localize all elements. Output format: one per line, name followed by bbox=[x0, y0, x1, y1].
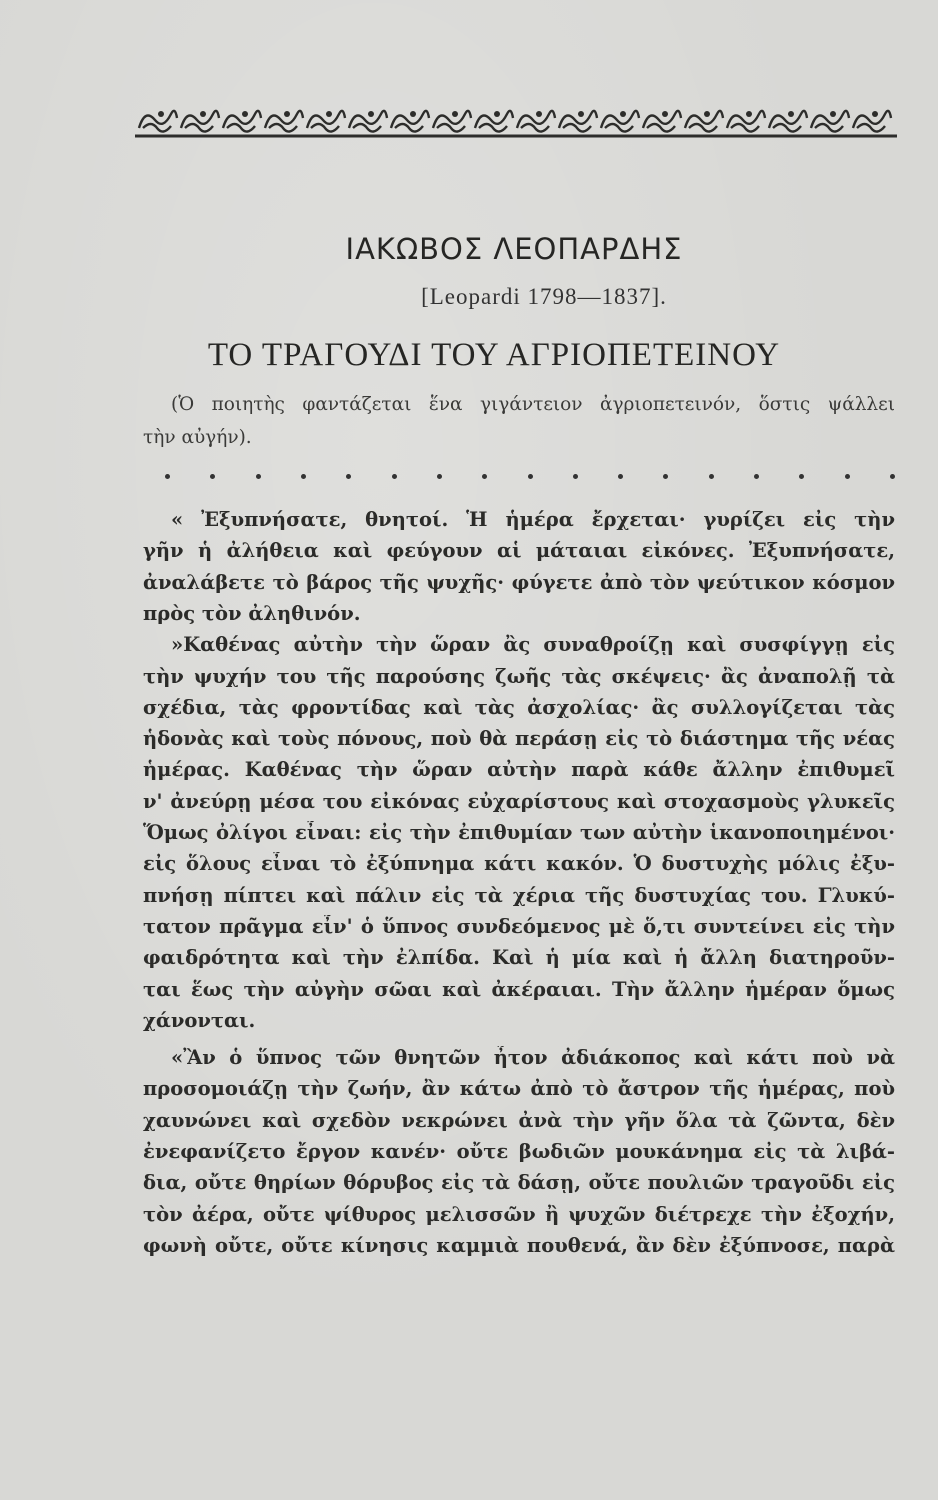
ornament-motif bbox=[433, 111, 471, 132]
author-dates: [Leopardi 1798—1837]. bbox=[421, 284, 667, 309]
text-line: τατον πρᾶγμα εἶν' ὁ ὕπνος συνδεόμενος μὲ ὅ,τι συντείνει εἰς τὴν bbox=[143, 914, 895, 938]
ellipsis-dot bbox=[618, 474, 623, 479]
text-line: φωνὴ οὔτε, οὔτε κίνησις καμμιὰ πουθενά, ἂν δὲν ἐξύπνοσε, παρὰ bbox=[143, 1233, 895, 1257]
author-name: ΙΑΚΩΒΟΣ ΛΕΟΠΑΡΔΗΣ bbox=[345, 232, 683, 266]
subtitle-line: (Ὁ ποιητὴς φαντάζεται ἕνα γιγάντειον ἀγριοπετεινόν, ὅστις ψάλλει bbox=[171, 394, 895, 415]
ornament-motif bbox=[769, 111, 807, 132]
ornament-motif bbox=[139, 111, 177, 132]
ellipsis-dot bbox=[845, 474, 850, 479]
subtitle-line: τὴν αὐγήν). bbox=[143, 427, 252, 448]
ellipsis-dot bbox=[890, 474, 895, 479]
text-line: σχέδια, τὰς φροντίδας καὶ τὰς ἀσχολίας· ἂς συλλογίζεται τὰς bbox=[143, 695, 895, 719]
text-line: ἀναλάβετε τὸ βάρος τῆς ψυχῆς· φύγετε ἀπὸ τὸν ψεύτικον κόσμον bbox=[143, 570, 895, 594]
ornament-motif bbox=[475, 111, 513, 132]
text-line: »Καθένας αὐτὴν τὴν ὥραν ἂς συναθροίζῃ καὶ συσφίγγῃ εἰς bbox=[171, 633, 895, 657]
ellipsis-dot bbox=[799, 474, 804, 479]
text-line: φαιδρότητα καὶ τὴν ἐλπίδα. Καὶ ἡ μία καὶ ἡ ἄλλη διατηροῦν- bbox=[143, 946, 895, 970]
text-line: δια, οὔτε θηρίων θόρυβος εἰς τὰ δάσῃ, οὔτε πουλιῶν τραγοῦδι εἰς bbox=[143, 1171, 895, 1195]
ellipsis-dot bbox=[346, 474, 351, 479]
ellipsis-dot bbox=[709, 474, 714, 479]
ornament-motif bbox=[307, 111, 345, 132]
text-line: ἡμέρας. Καθένας τὴν ὥραν αὐτὴν παρὰ κάθε ἄλλην ἐπιθυμεῖ bbox=[143, 758, 895, 782]
ellipsis-dot bbox=[392, 474, 397, 479]
text-line: Ὅμως ὀλίγοι εἶναι: εἰς τὴν ἐπιθυμίαν των αὐτὴν ἱκανοποιημένοι· bbox=[143, 821, 895, 844]
ellipsis-dot bbox=[754, 474, 759, 479]
ornament-motif bbox=[391, 111, 429, 132]
text-line: « Ἐξυπνήσατε, θνητοί. Ἡ ἡμέρα ἔρχεται· γυρίζει εἰς τὴν bbox=[171, 508, 895, 531]
ornament-motif bbox=[223, 111, 261, 132]
text-line: χαυνώνει καὶ σχεδὸν νεκρώνει ἀνὰ τὴν γῆν ὅλα τὰ ζῶντα, δὲν bbox=[143, 1108, 895, 1132]
ellipsis-dots-divider bbox=[143, 474, 895, 494]
text-line: τὴν ψυχήν του τῆς παρούσης ζωῆς τὰς σκέψεις· ἂς ἀναπολῇ τὰ bbox=[143, 664, 895, 688]
ornament-motif bbox=[181, 111, 219, 132]
ornament-motif bbox=[853, 111, 891, 132]
ellipsis-dot bbox=[482, 474, 487, 479]
ornament-motif bbox=[349, 111, 387, 132]
ellipsis-dot bbox=[528, 474, 533, 479]
ornament-motif bbox=[601, 111, 639, 132]
text-line: προσομοιάζῃ τὴν ζωήν, ἂν κάτω ἀπὸ τὸ ἄστρον τῆς ἡμέρας, ποὺ bbox=[143, 1077, 895, 1101]
text-line: εἰς ὅλους εἶναι τὸ ἐξύπνημα κάτι κακόν. Ὁ δυστυχὴς μόλις ἐξυ- bbox=[143, 852, 895, 876]
ornament-motif bbox=[685, 111, 723, 132]
text-line: ται ἕως τὴν αὐγὴν σῶαι καὶ ἀκέραιαι. Τὴν ἄλλην ἡμέραν ὅμως bbox=[143, 977, 895, 1001]
ellipsis-dot bbox=[437, 474, 442, 479]
ornament-motif bbox=[265, 111, 303, 132]
ellipsis-dot bbox=[165, 474, 170, 479]
ornament-motif bbox=[643, 111, 681, 132]
text-line: «Ἂν ὁ ὕπνος τῶν θνητῶν ἦτον ἀδιάκοπος καὶ κάτι ποὺ νὰ bbox=[171, 1046, 895, 1070]
ornament-motif bbox=[517, 111, 555, 132]
ellipsis-dot bbox=[210, 474, 215, 479]
text-line: ἐνεφανίζετο ἔργον κανέν· οὔτε βωδιῶν μουκάνημα εἰς τὰ λιβά- bbox=[143, 1140, 895, 1163]
text-line: χάνονται. bbox=[143, 1008, 256, 1032]
ornament-motif bbox=[811, 111, 849, 132]
decorative-header-ornament bbox=[135, 98, 897, 140]
text-line: γῆν ἡ ἀλήθεια καὶ φεύγουν αἱ μάταιαι εἰκόνες. Ἐξυπνήσατε, bbox=[143, 539, 895, 563]
text-line: ἡδονὰς καὶ τοὺς πόνους, ποὺ θὰ περάσῃ εἰς τὸ διάστημα τῆς νέας bbox=[143, 727, 895, 751]
ellipsis-dot bbox=[256, 474, 261, 479]
ornament-motif bbox=[559, 111, 597, 132]
ellipsis-dot bbox=[663, 474, 668, 479]
text-line: τὸν ἀέρα, οὔτε ψίθυρος μελισσῶν ἢ ψυχῶν διέτρεχε τὴν ἐξοχήν, bbox=[143, 1202, 895, 1226]
text-line: ν' ἀνεύρῃ μέσα του εἰκόνας εὐχαρίστους καὶ στοχασμοὺς γλυκεῖς bbox=[143, 789, 895, 813]
text-line: πνήσῃ πίπτει καὶ πάλιν εἰς τὰ χέρια τῆς δυστυχίας του. Γλυκύ- bbox=[143, 883, 895, 907]
ellipsis-dot bbox=[301, 474, 306, 479]
text-line: πρὸς τὸν ἀληθινόν. bbox=[143, 601, 361, 625]
poem-title: ΤΟ ΤΡΑΓΟΥΔΙ ΤΟΥ ΑΓΡΙΟΠΕΤΕΙΝΟΥ bbox=[207, 337, 781, 373]
ellipsis-dot bbox=[573, 474, 578, 479]
ornament-motif bbox=[727, 111, 765, 132]
